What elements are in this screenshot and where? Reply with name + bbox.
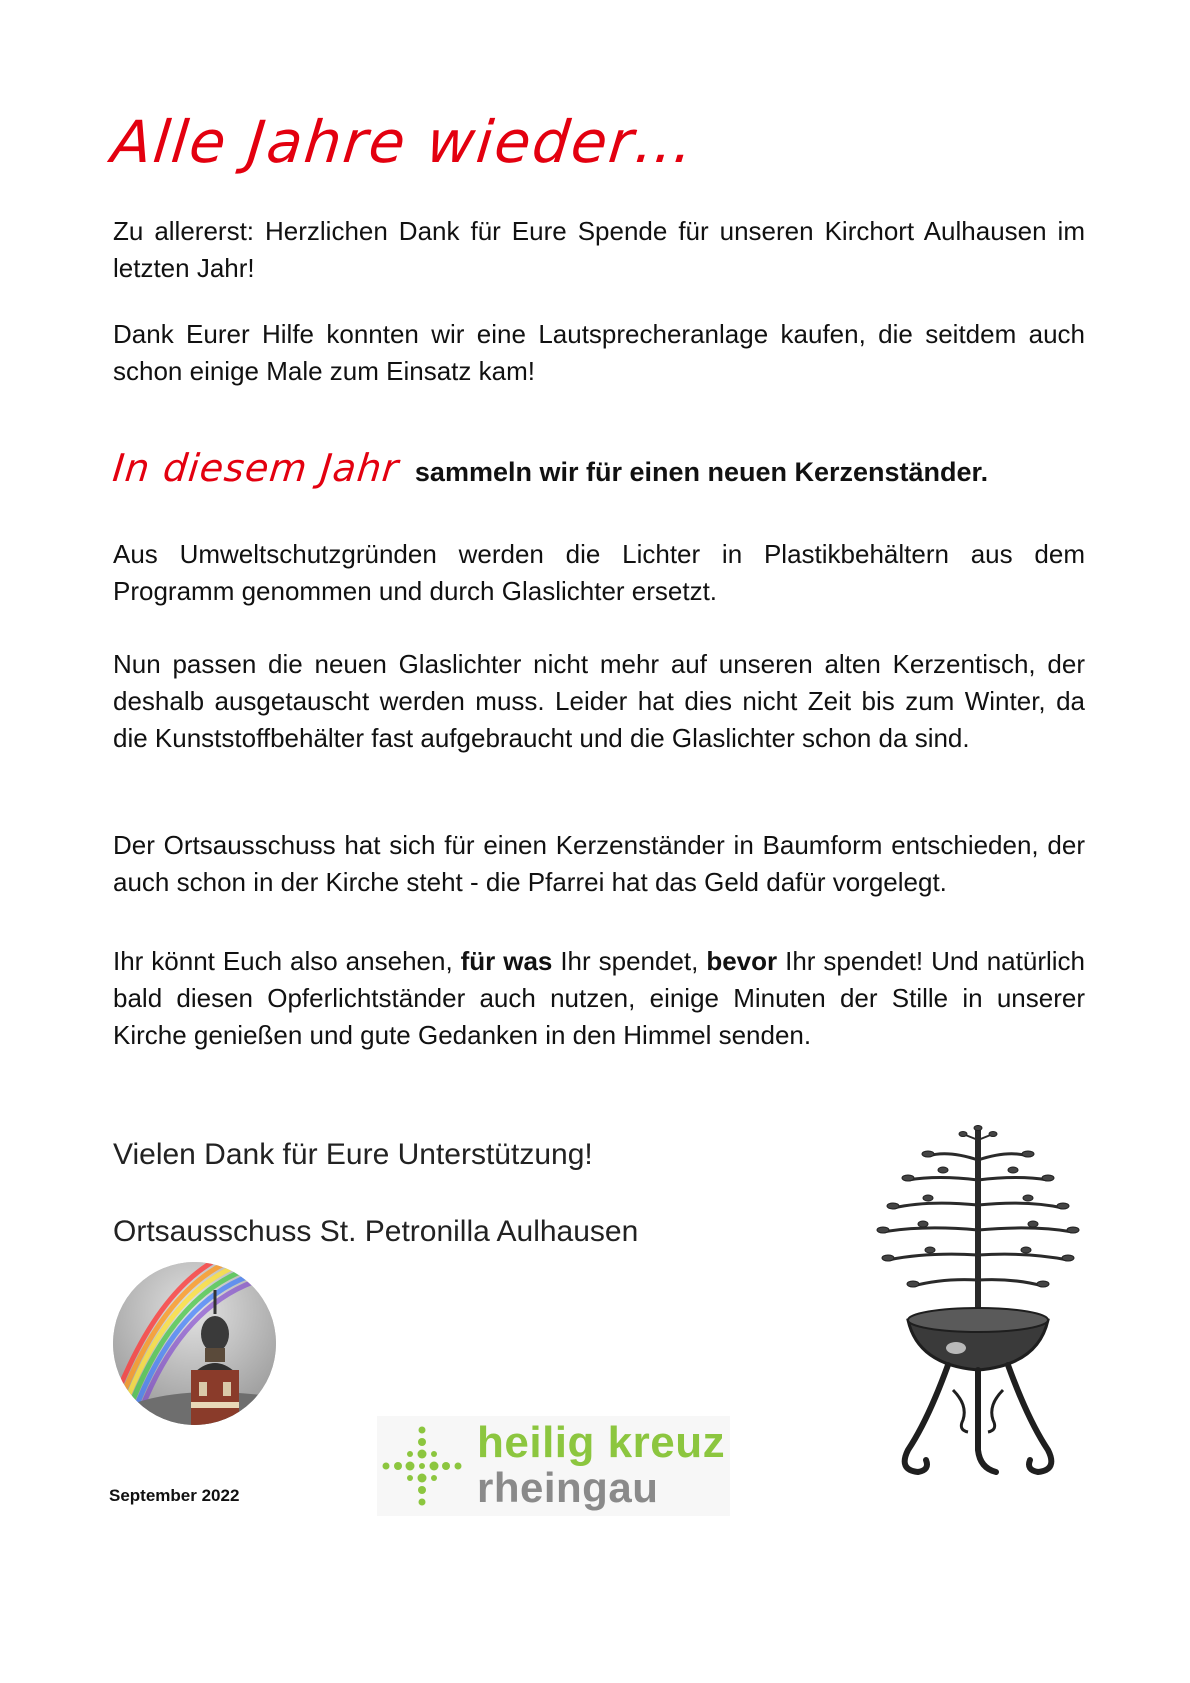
donation-text-2: Ihr spendet, xyxy=(560,946,699,976)
tree-candle-stand-icon xyxy=(868,1120,1088,1500)
paragraph-thanks: Zu allererst: Herzlichen Dank für Eure Spende für unseren Kirchort Aulhausen im letzten Jahr! xyxy=(113,216,1085,283)
highlight-red-text: In diesem Jahr xyxy=(110,446,402,490)
donation-text-3: Ihr spendet! Und natürlich bald diesen Opferlichtständer auch nutzen, einige Minuten der Stille in unserer Kirche genießen und gute Gedanken in den Himmel senden. xyxy=(113,946,1085,1050)
date-text: September 2022 xyxy=(109,1486,240,1505)
page-title: Alle Jahre wieder… xyxy=(108,108,699,176)
donation-bold-1: für was xyxy=(460,946,553,976)
cross-dots-icon xyxy=(377,1424,467,1508)
church-photo xyxy=(113,1262,276,1425)
paragraph-donation xyxy=(113,943,1085,1054)
organization-name: Ortsausschuss St. Petronilla Aulhausen xyxy=(113,1215,639,1248)
paragraph-speaker-system: Dank Eurer Hilfe konnten wir eine Lautsprecheranlage kaufen, die seitdem auch schon einige Male zum Einsatz kam! xyxy=(113,319,1085,386)
paragraph-decision: Der Ortsausschuss hat sich für einen Kerzenständer in Baumform entschieden, der auch schon in der Kirche steht - die Pfarrei hat das Geld dafür vorgelegt. xyxy=(113,830,1085,897)
paragraph-glass-lights: Nun passen die neuen Glaslichter nicht mehr auf unseren alten Kerzentisch, der deshalb ausgetauscht werden muss. Leider hat dies nicht Zeit bis zum Winter, da die Kunststoffbehälter fast aufgebraucht und die Glaslichter schon da sind. xyxy=(113,649,1085,753)
heilig-kreuz-logo xyxy=(377,1416,730,1516)
donation-text-1: Ihr könnt Euch also ansehen, xyxy=(113,946,453,976)
thanks-text: Vielen Dank für Eure Unterstützung! xyxy=(113,1138,593,1171)
highlight-black-text: sammeln wir für einen neuen Kerzenständer. xyxy=(414,457,989,487)
highlight-line xyxy=(110,446,1093,490)
church-tower-rainbow-icon xyxy=(113,1262,276,1425)
logo-text-heilig-kreuz: heilig kreuz xyxy=(477,1418,726,1467)
logo-text-rheingau: rheingau xyxy=(477,1464,659,1511)
paragraph-environment: Aus Umweltschutzgründen werden die Lichter in Plastikbehältern aus dem Programm genommen und durch Glaslichter ersetzt. xyxy=(113,539,1085,606)
donation-bold-2: bevor xyxy=(706,946,778,976)
